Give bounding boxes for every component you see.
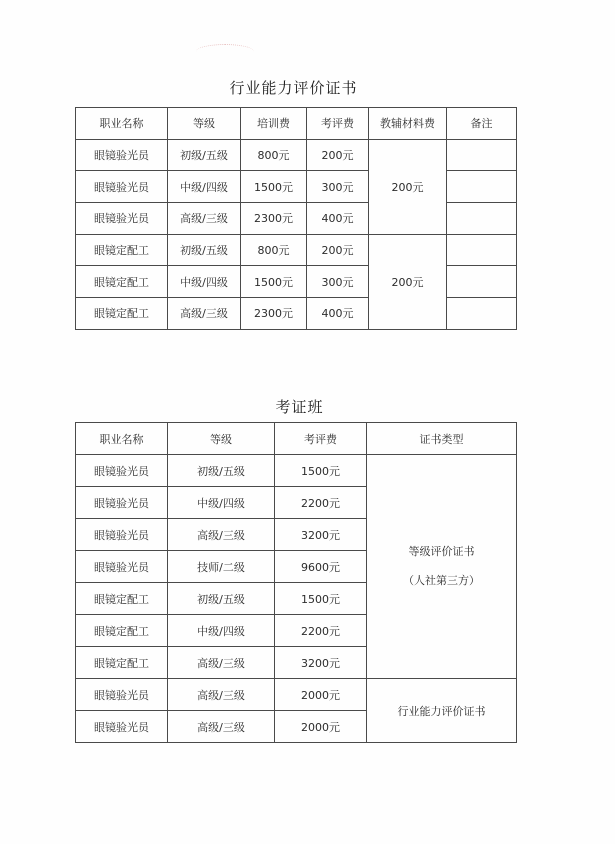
cell-materials-fee: 200元 [369,139,447,234]
cell-level: 高级/三级 [168,519,275,551]
table1-title: 行业能力评价证书 [229,79,358,97]
cell-job: 眼镜验光员 [76,711,168,743]
cell-exam-fee: 200元 [307,139,369,171]
cell-training-fee: 1500元 [241,266,307,298]
cell-exam-fee: 2000元 [275,711,367,743]
cell-exam-fee: 400元 [307,298,369,330]
cell-level: 中级/四级 [168,171,241,203]
cell-exam-fee: 3200元 [275,647,367,679]
table-row [76,298,517,330]
cell-level: 初级/五级 [168,139,241,171]
table-row [76,139,517,171]
cell-job: 眼镜验光员 [76,139,168,171]
stamp-trace [196,44,254,59]
table-row [76,171,517,203]
cell-level: 高级/三级 [168,679,275,711]
cell-training-fee: 1500元 [241,171,307,203]
cell-job: 眼镜定配工 [76,234,168,266]
cert-type-line: 等级评价证书 [408,544,475,558]
cell-cert-type: 行业能力评价证书 [367,679,517,743]
cell-remarks [447,234,517,266]
cell-exam-fee: 3200元 [275,519,367,551]
cell-exam-fee: 2200元 [275,615,367,647]
cell-job: 眼镜定配工 [76,266,168,298]
cell-remarks [447,266,517,298]
training-fee-table [75,107,517,330]
cell-level: 中级/四级 [168,615,275,647]
header-job: 职业名称 [76,108,168,140]
cell-job: 眼镜验光员 [76,171,168,203]
cell-exam-fee: 2000元 [275,679,367,711]
cell-exam-fee: 200元 [307,234,369,266]
header-level: 等级 [168,108,241,140]
cell-level: 高级/三级 [168,647,275,679]
cell-level: 高级/三级 [168,298,241,330]
cell-level: 高级/三级 [168,203,241,235]
cell-training-fee: 2300元 [241,203,307,235]
cell-training-fee: 2300元 [241,298,307,330]
table-header-row [76,423,517,455]
cell-job: 眼镜验光员 [76,203,168,235]
cell-exam-fee: 1500元 [275,455,367,487]
cell-exam-fee: 400元 [307,203,369,235]
cell-job: 眼镜定配工 [76,298,168,330]
table-row [76,203,517,235]
cell-remarks [447,298,517,330]
cell-level: 初级/五级 [168,234,241,266]
cell-level: 技师/二级 [168,551,275,583]
cell-job: 眼镜验光员 [76,455,168,487]
cell-job: 眼镜定配工 [76,615,168,647]
cell-remarks [447,171,517,203]
cell-level: 中级/四级 [168,487,275,519]
cell-job: 眼镜验光员 [76,487,168,519]
cert-type-note: （人社第三方） [403,573,480,587]
cell-job: 眼镜验光员 [76,551,168,583]
table-row [76,455,517,487]
cell-remarks [447,139,517,171]
cell-cert-type [367,455,517,679]
cell-job: 眼镜验光员 [76,679,168,711]
cell-job: 眼镜验光员 [76,519,168,551]
cell-exam-fee: 1500元 [275,583,367,615]
cell-exam-fee: 2200元 [275,487,367,519]
cell-level: 中级/四级 [168,266,241,298]
cell-level: 高级/三级 [168,711,275,743]
header-remarks: 备注 [447,108,517,140]
table-row [76,234,517,266]
cell-level: 初级/五级 [168,455,275,487]
header-level: 等级 [168,423,275,455]
header-job: 职业名称 [76,423,168,455]
header-exam-fee: 考评费 [307,108,369,140]
header-cert-type: 证书类型 [367,423,517,455]
table-row [76,266,517,298]
table2-title: 考证班 [275,398,324,416]
cell-exam-fee: 300元 [307,171,369,203]
table-header-row [76,108,517,140]
table-row [76,679,517,711]
header-exam-fee: 考评费 [275,423,367,455]
cell-job: 眼镜定配工 [76,583,168,615]
cell-remarks [447,203,517,235]
cell-job: 眼镜定配工 [76,647,168,679]
exam-class-table [75,422,517,743]
cell-exam-fee: 300元 [307,266,369,298]
cell-exam-fee: 9600元 [275,551,367,583]
cell-training-fee: 800元 [241,139,307,171]
cell-level: 初级/五级 [168,583,275,615]
header-training-fee: 培训费 [241,108,307,140]
cell-training-fee: 800元 [241,234,307,266]
cell-materials-fee: 200元 [369,234,447,329]
header-materials-fee: 教辅材料费 [369,108,447,140]
